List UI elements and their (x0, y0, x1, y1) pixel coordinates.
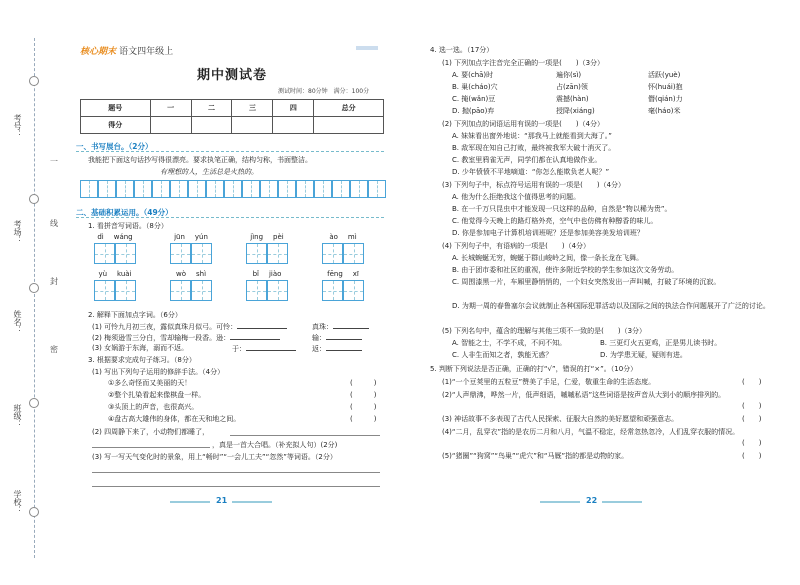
q2-line: 真珠： (312, 321, 369, 332)
pinyin-item: dì wáng (94, 233, 136, 264)
judge-item: (1)“一个豆荚里的五粒豆”赞美了手足，仁爱，敬重生命的生活态度。 (442, 378, 656, 386)
answer-blank[interactable] (230, 332, 280, 340)
score-cell[interactable] (232, 117, 273, 134)
score-table (80, 99, 384, 134)
option[interactable]: D. 抛(pāo)弃 (452, 107, 495, 115)
binding-line (34, 38, 35, 558)
binding-hole (29, 76, 39, 86)
q5-heading: 5. 判断下列说法是否正确，正确的打“√”，错误的打“×”。（10分） (430, 365, 638, 373)
q3-sub2a: (2) 四周静下来了，小动物们都睡了， (92, 428, 210, 436)
answer-line[interactable] (92, 486, 380, 487)
q3-sub2b: ，真是一首大合唱。（补充拟人句）(2分) (212, 441, 338, 449)
pinyin-item: ào mì (322, 233, 364, 264)
option[interactable]: B. 在一千万只昆虫中才能发现一只这样的品种，自然是“物以稀为贵”。 (452, 205, 672, 213)
q3-sub1: (1) 写出下列句子运用的修辞手法。（4分） (92, 368, 225, 376)
answer-blank[interactable] (326, 332, 362, 340)
option[interactable]: D. 你是参加电子计算机培训班呢？还是参加美容美发培训班？ (452, 229, 644, 237)
option[interactable]: A. 智能之士，不学不成，不问不知。 (452, 339, 567, 347)
binding-hole (29, 194, 39, 204)
page-number-right: 22 (586, 496, 598, 505)
char-box[interactable] (267, 243, 288, 264)
answer-paren[interactable]: ( ) (350, 391, 377, 399)
section-divider (76, 151, 384, 152)
q3-sub3: (3) 写一写天气变化时的景象，用上“畅时”“一会儿工夫”“忽然”等词语。（2分） (92, 453, 337, 461)
option-word: 活跃(yuè) (648, 71, 681, 79)
char-box[interactable] (322, 280, 343, 301)
q2-line: 返： (312, 343, 362, 354)
char-box[interactable] (94, 280, 115, 301)
section2-heading: 二、基础积累运用。（49分） (76, 208, 173, 217)
answer-paren[interactable]: ( ) (742, 415, 762, 423)
option[interactable]: B. 敌军现在知自己打败，最终被我军大破十消灭了。 (452, 144, 616, 152)
option-word: 震撼(hàn) (556, 95, 589, 103)
binding-hole (29, 398, 39, 408)
option[interactable]: C. 人非生而知之者，孰能无惑？ (452, 351, 553, 359)
brand-logo (80, 44, 173, 57)
binding-label-exam-no: 考号： (13, 114, 22, 138)
page-bar (170, 501, 210, 503)
page-bar (602, 501, 642, 503)
copy-sentence: 有理想的人，生活总是火热的。 (160, 168, 258, 176)
brand-name: 核心期末 (80, 47, 117, 57)
binding-char: 密 (50, 345, 58, 354)
pinyin-item: jìng pèi (246, 233, 288, 264)
answer-blank[interactable] (237, 321, 287, 329)
binding-label-name: 姓名： (13, 310, 22, 334)
q2-line: 输： (312, 332, 362, 343)
q2-line: (2) 梅须逊雪三分白，雪却输梅一段香。逊： (92, 332, 280, 343)
q3-item: ②整个扎染看起来像棋盘一样。 (108, 391, 206, 399)
char-box[interactable] (343, 243, 364, 264)
option[interactable]: A. 要(chā)时 (452, 71, 494, 79)
q3-item: ①多么奇怪而又美丽的天！ (108, 379, 192, 387)
brand-subtitle: 语文四年级上 (119, 47, 174, 57)
score-header: 总分 (314, 100, 384, 117)
score-header: 四 (273, 100, 314, 117)
char-box[interactable] (191, 243, 212, 264)
answer-paren[interactable]: ( ) (742, 402, 762, 410)
score-header: 题号 (81, 100, 151, 117)
option-word: 占(zān)领 (556, 83, 588, 91)
q2-line: (1) 可怜九月初三夜，露似真珠月似弓。可怜： (92, 321, 287, 332)
option[interactable]: C. 掩(wǎn)豆 (452, 95, 496, 103)
judge-item: (2)“人声鼎沸，哗然一片，低声细语，嘁嘁私语”这些词语是按声音从大到小的顺序排列的。 (442, 391, 726, 399)
answer-blank[interactable] (333, 321, 369, 329)
q4-sub3: (3) 下列句子中，标点符号运用有误的一项是( )（4分） (442, 181, 626, 189)
q4-sub2: (2) 下列加点的词语运用有误的一项是( )（4分） (442, 120, 605, 128)
char-box[interactable] (246, 243, 267, 264)
char-box[interactable] (246, 280, 267, 301)
q2-line: (3) 女娲游于东海，溺而不返。 (92, 344, 189, 352)
option[interactable]: C. 教室里鸦雀无声，同学们都在认真地做作业。 (452, 156, 602, 164)
q4-heading: 4. 选一选。（17分） (430, 46, 494, 54)
answer-line[interactable] (92, 472, 380, 473)
binding-label-room: 考场： (13, 220, 22, 244)
char-box[interactable] (322, 243, 343, 264)
option[interactable]: B. 由于团市委和社区的重视，使许多附近学校的学生参加这次文务劳动。 (452, 266, 679, 274)
answer-line[interactable] (92, 447, 210, 448)
option[interactable]: D. 为期一周的春鲁塞尔会议就制止各种国际犯罪活动以及国际之间的执法合作问题展开了广泛的讨论。 (452, 302, 770, 310)
binding-char: 一 (50, 157, 58, 166)
binding-strip (0, 0, 64, 585)
option[interactable]: B. 三更灯火五更鸡，正是男儿读书时。 (600, 339, 722, 347)
q3-item: ③头顶上的声音，也很高兴。 (108, 403, 199, 411)
binding-label-class: 班级： (13, 404, 22, 428)
q4-sub1: (1) 下列加点字注音完全正确的一项是( )（3分） (442, 59, 605, 67)
section1-instruction: 我能把下面这句话抄写得很漂亮。要求执笔正确，结构匀称，书面整洁。 (88, 156, 312, 164)
page-number-left: 21 (216, 496, 228, 505)
exam-meta: 测试时间：80分钟 满分：100分 (278, 88, 370, 95)
option[interactable]: D. 为学患无疑，疑则有进。 (600, 351, 687, 359)
option[interactable]: C. 周围漆黑一片，车厢里静悄悄的，一个妇女突然发出一声叫喊，打破了环境的沉寂。 (452, 278, 721, 286)
pinyin-item: jūn yún (170, 233, 212, 264)
answer-paren[interactable]: ( ) (742, 452, 762, 460)
binding-label-school: 学校： (13, 490, 22, 514)
judge-item: (5)“猪圈”“狗窝”“鸟巢”“虎穴”和“马厩”指的都是动物的家。 (442, 452, 629, 460)
option-word: 遍你(sì) (556, 71, 582, 79)
option-word: 毫(háo)米 (648, 107, 681, 115)
answer-paren[interactable]: ( ) (350, 379, 377, 387)
binding-hole (29, 507, 39, 517)
score-header: 三 (232, 100, 273, 117)
q4-sub5: (5) 下列名句中，蕴含的理解与其他三项不一致的是( )（3分） (442, 327, 647, 335)
q2-line: 于： (232, 343, 296, 354)
writing-grid[interactable] (80, 180, 386, 198)
answer-blank[interactable] (246, 343, 296, 351)
char-box[interactable] (191, 280, 212, 301)
char-box[interactable] (170, 280, 191, 301)
score-header: 二 (191, 100, 232, 117)
answer-paren[interactable]: ( ) (350, 403, 377, 411)
option-word: 怀(huái)抱 (648, 83, 683, 91)
answer-blank[interactable] (326, 343, 362, 351)
option[interactable]: A. 长城蜿蜒无穷，蜿蜒于群山峻岭之间，像一条长龙在飞舞。 (452, 254, 644, 262)
char-box[interactable] (115, 243, 136, 264)
answer-paren[interactable]: ( ) (742, 378, 762, 386)
option[interactable]: C. 他觉得今天晚上的路灯格外亮，空气中也仿佛有种醇香的味儿。 (452, 217, 658, 225)
score-cell[interactable] (191, 117, 232, 134)
section-divider (76, 217, 384, 218)
answer-paren[interactable]: ( ) (742, 439, 762, 447)
score-cell[interactable] (273, 117, 314, 134)
page-bar (540, 501, 580, 503)
answer-paren[interactable]: ( ) (350, 415, 377, 423)
q3-heading: 3. 根据要求完成句子练习。（8分） (88, 356, 196, 364)
score-cell[interactable] (150, 117, 191, 134)
char-box[interactable] (94, 243, 115, 264)
page-title: 期中测试卷 (196, 68, 267, 83)
q2-heading: 2. 解释下面加点字词。（6分） (88, 311, 182, 319)
section1-heading: 一、书写展台。（2分） (76, 142, 153, 151)
page-bar (232, 501, 272, 503)
q3-item: ④盘古高大雄伟的身体，都在天和地之间。 (108, 415, 241, 423)
option[interactable]: D. 少年愤愤不平地嘀道：“你怎么能欺负老人呢？” (452, 168, 610, 176)
q1-heading: 1. 看拼音写词语。（8分） (88, 222, 168, 230)
pinyin-item: fēng xī (322, 270, 364, 301)
char-box[interactable] (343, 280, 364, 301)
judge-item: (3) 神话故事不多表现了古代人民探索、征服大自然的美好愿望和顽强意志。 (442, 415, 679, 423)
pinyin-item: bǐ jiào (246, 270, 288, 301)
option[interactable]: B. 巢(cháo)穴 (452, 83, 498, 91)
pinyin-item: wò shì (170, 270, 212, 301)
option-word: 授降(xiáng) (556, 107, 595, 115)
pinyin-item: yù kuài (94, 270, 136, 301)
char-box[interactable] (170, 243, 191, 264)
q4-sub4: (4) 下列句子中，有语病的一项是( )（4分） (442, 242, 591, 250)
score-cell[interactable] (314, 117, 384, 134)
score-header: 一 (150, 100, 191, 117)
binding-hole (29, 283, 39, 293)
answer-line[interactable] (230, 435, 380, 436)
header-decoration (356, 46, 378, 50)
option-word: 僭(qián)力 (648, 95, 683, 103)
char-box[interactable] (115, 280, 136, 301)
char-box[interactable] (267, 280, 288, 301)
binding-char: 线 (50, 219, 58, 228)
judge-item: (4)“二月，乱穿衣”指的是农历二月和八月，气温不稳定，经常忽热忽冷，人们乱穿衣服的情况。 (442, 428, 740, 436)
score-row-label: 得分 (81, 117, 151, 134)
option[interactable]: A. 他为什么拒绝我这个值得思考的问题。 (452, 193, 581, 201)
option[interactable]: A. 妹妹看出窗外地说：“那我马上就能看到大海了。” (452, 132, 612, 140)
binding-char: 封 (50, 277, 58, 286)
